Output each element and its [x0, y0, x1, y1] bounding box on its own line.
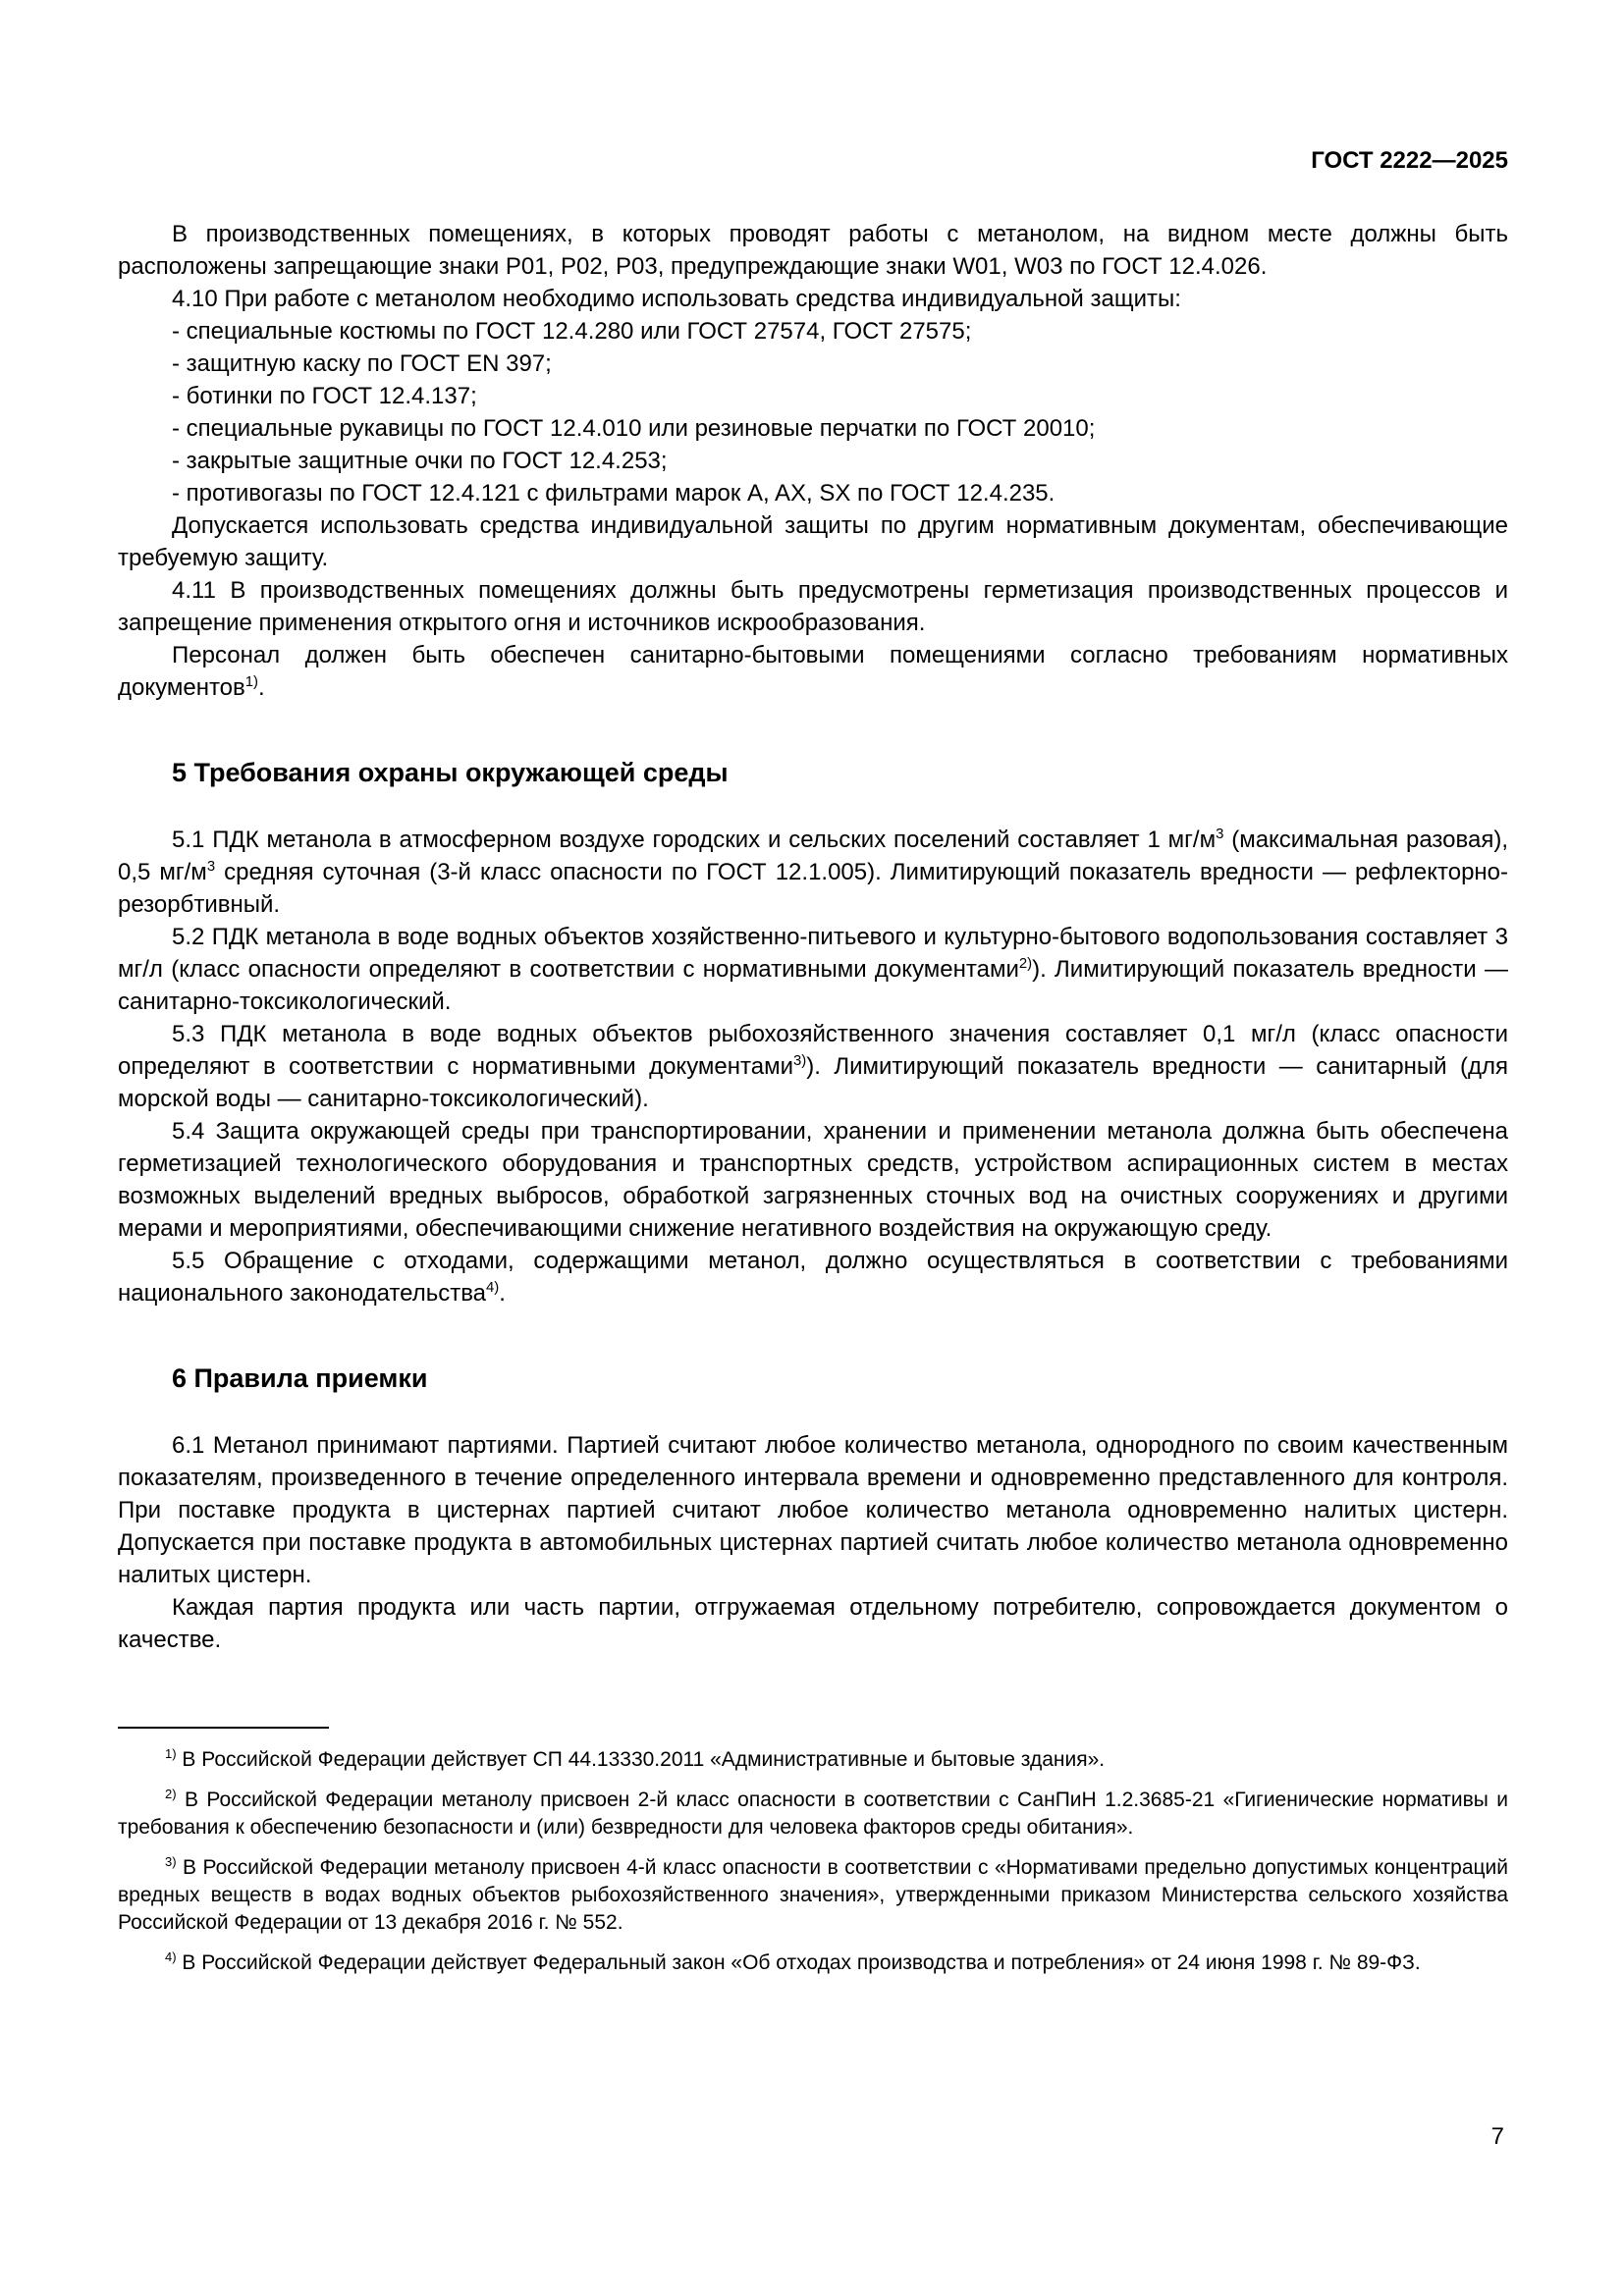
para-warning-signs: В производственных помещениях, в которых проводят работы с метанолом, на видном месте должны быть расположены запрещающие знаки Р01, Р02, Р03, предупреждающие знаки W01, W03 по ГОСТ 12.4.026. [118, 221, 1508, 280]
page-number: 7 [1490, 2123, 1504, 2150]
footnotes-section [118, 1727, 1508, 1977]
para-4-11: 4.11 В производственных помещениях должны быть предусмотрены герметизация производственных процессов и запрещение применения открытого огня и источников искрообразования. [118, 577, 1508, 636]
ppe-list-item: - противогазы по ГОСТ 12.4.121 с фильтрами марок A, AX, SX по ГОСТ 12.4.235. [172, 480, 1056, 507]
ppe-list-item: - ботинки по ГОСТ 12.4.137; [172, 383, 477, 409]
footnote-1: $^{1)}$ В Российской Федерации действует СП 44.13330.2011 «Административные и бытовые здания». [165, 1746, 1106, 1771]
para-6-1: 6.1 Метанол принимают партиями. Партией считают любое количество метанола, однородного по своим качественным показателям, произведенного в течение определенного интервала времени и одновременно представленного для контроля. При поставке продукта в цистернах партией считают любое количество метанола одновременно налитых цистерн. Допускается при поставке продукта в автомобильных цистернах партией считать любое количество метанола одновременно налитых цистерн. [118, 1432, 1508, 1588]
para-ppe-other-docs: Допускается использовать средства индивидуальной защиты по другим нормативным документам, обеспечивающие требуемую защиту. [118, 512, 1508, 571]
ppe-list-item: - защитную каску по ГОСТ EN 397; [172, 350, 552, 377]
section-6-heading: 6 Правила приемки [172, 1363, 428, 1393]
footnote-3: $^{3)}$ В Российской Федерации метанолу присвоен 4-й класс опасности в соответствии с «Нормативами предельно допустимых концентраций вредных веществ в водах водных объектов рыбохозяйственного значения», утвержденными приказом Министерства сельского хозяйства Российской Федерации от 13 декабря 2016 г. № 552. [118, 1854, 1508, 1934]
para-4-10: 4.10 При работе с метанолом необходимо использовать средства индивидуальной защиты: [172, 286, 1181, 312]
ppe-list-item: - специальные рукавицы по ГОСТ 12.4.010 или резиновые перчатки по ГОСТ 20010; [172, 415, 1096, 442]
doc-number: ГОСТ 2222—2025 [1311, 147, 1508, 174]
footnote-4: $^{4)}$ В Российской Федерации действует Федеральный закон «Об отходах производства и потребления» от 24 июня 1998 г. № 89-ФЗ. [165, 1949, 1421, 1974]
ppe-list-item: - закрытые защитные очки по ГОСТ 12.4.253; [172, 448, 668, 474]
section-5-heading: 5 Требования охраны окружающей среды [172, 758, 729, 787]
para-quality-document: Каждая партия продукта или часть партии, отгружаемая отдельному потребителю, сопровождается документом о качестве. [118, 1594, 1508, 1653]
footnote-divider [118, 1727, 329, 1729]
para-5-5: 5.5 Обращение с отходами, содержащими метанол, должно осуществляться в соответствии с требованиями национального законодательства$^{4)}$. [118, 1248, 1508, 1307]
para-5-3: 5.3 ПДК метанола в воде водных объектов рыбохозяйственного значения составляет 0,1 мг/л (класс опасности определяют в соответствии с нормативными документами$^{3)}$). Лимитирующий показатель вредности — санитарный (для морской воды — санитарно-токсикологический). [118, 1021, 1508, 1112]
para-5-2: 5.2 ПДК метанола в воде водных объектов хозяйственно-питьевого и культурно-бытового водопользования составляет 3 мг/л (класс опасности определяют в соответствии с нормативными документами$^{2)}$). Лимитирующий показатель вредности — санитарно-токсикологический. [118, 924, 1508, 1015]
para-5-1: 5.1 ПДК метанола в атмосферном воздухе городских и сельских поселений составляет 1 $мг/м^3$ (максимальная разовая), 0,5 $мг/м^3$ средняя суточная (3-й класс опасности по ГОСТ 12.1.005). Лимитирующий показатель вредности — рефлекторно-резорбтивный. [118, 827, 1509, 918]
ppe-list [118, 315, 1508, 509]
para-personnel: Персонал должен быть обеспечен санитарно-бытовыми помещениями согласно требованиям нормативных документов$^{1)}$. [118, 642, 1508, 701]
ppe-list-item: - специальные костюмы по ГОСТ 12.4.280 или ГОСТ 27574, ГОСТ 27575; [172, 318, 972, 345]
footnote-2: $^{2)}$ В Российской Федерации метанолу присвоен 2-й класс опасности в соответствии с СанПиН 1.2.3685-21 «Гигиенические нормативы и требования к обеспечению безопасности и (или) безвредности для человека факторов среды обитания». [118, 1787, 1508, 1839]
para-5-4: 5.4 Защита окружающей среды при транспортировании, хранении и применении метанола должна быть обеспечена герметизацией технологического оборудования и транспортных средств, устройством аспирационных систем в местах возможных выделений вредных выбросов, обработкой загрязненных сточных вод на очистных сооружениях и другими мерами и мероприятиями, обеспечивающими снижение негативного воздействия на окружающую среду. [118, 1118, 1508, 1242]
